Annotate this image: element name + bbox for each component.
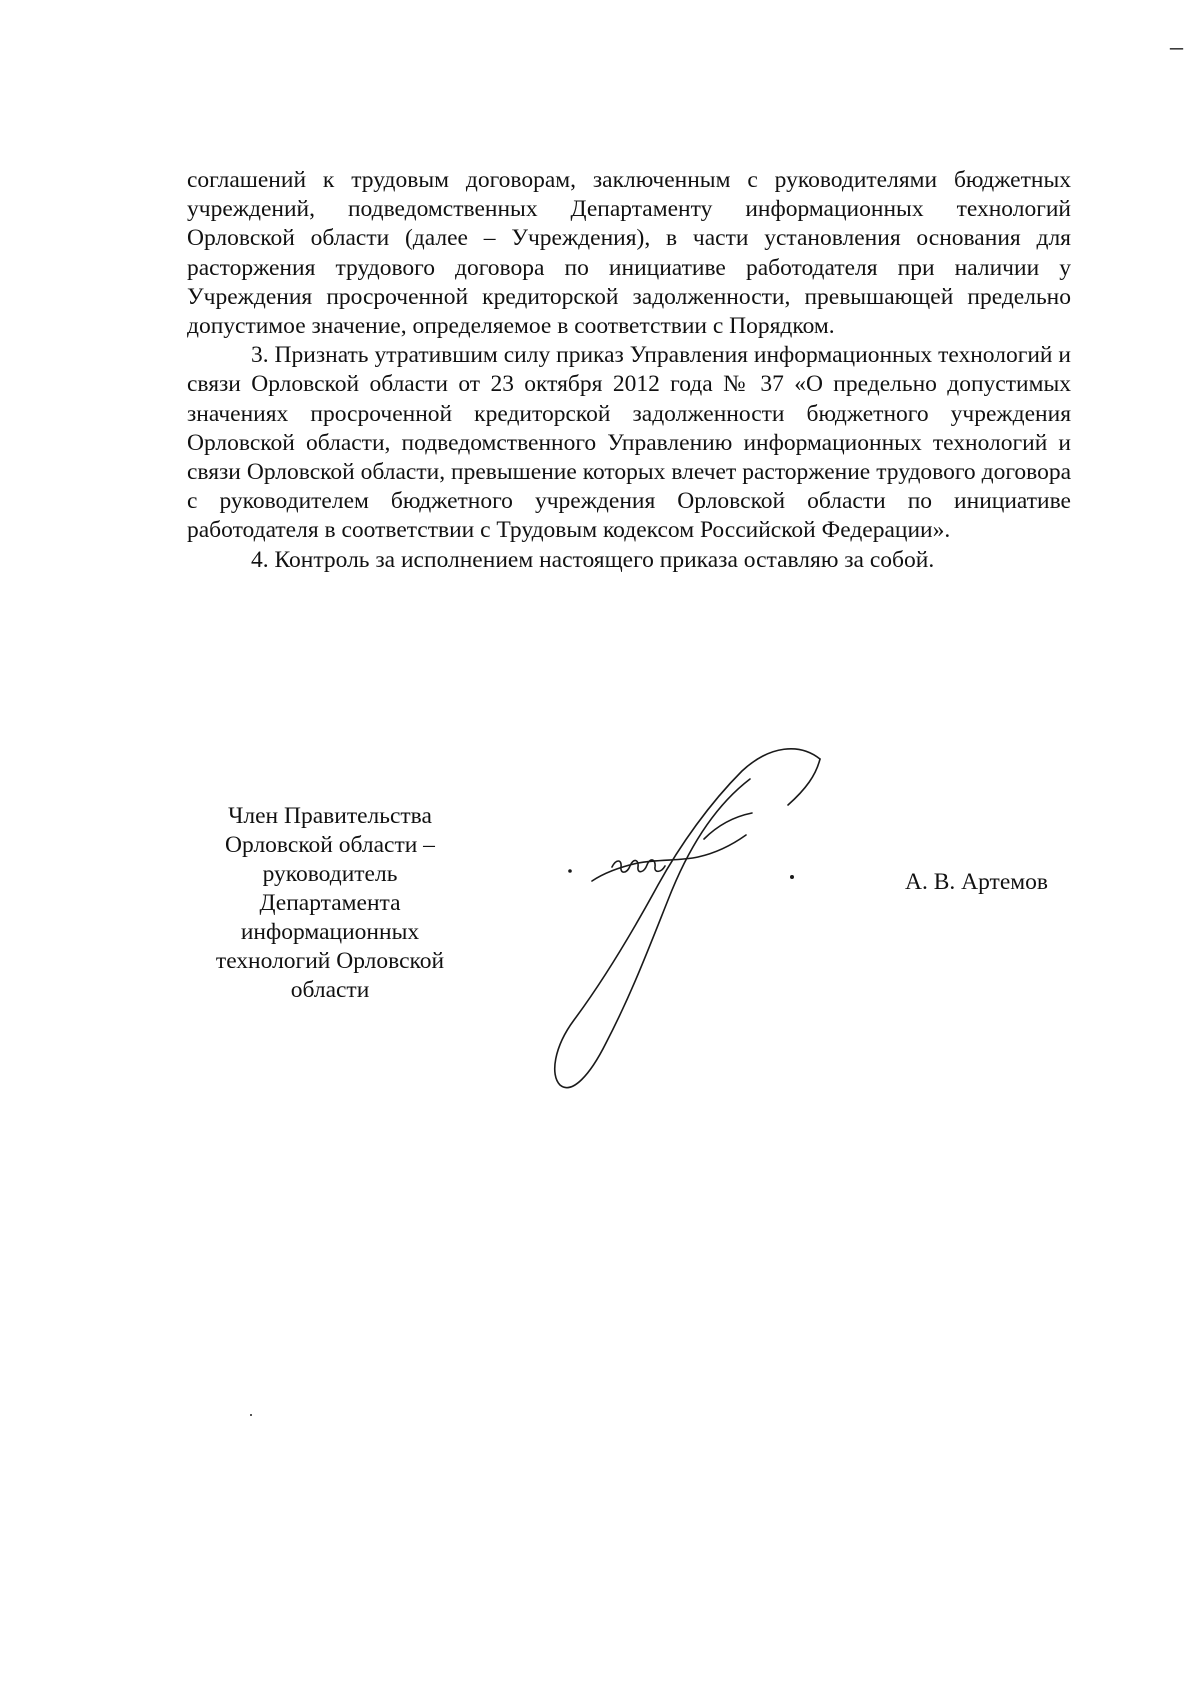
- corner-mark: –: [1170, 32, 1183, 61]
- signer-name: А. В. Артемов: [905, 869, 1048, 895]
- paragraph-continuation: соглашений к трудовым договорам, заключенным с руководителями бюджетных учреждений, подведомственных Департаменту информационных технологий Орловской области (далее – Учреждения), в части установления основания для расторжения трудового договора по инициативе работодателя при наличии у Учреждения просроченной кредиторской задолженности, превышающей предельно допустимое значение, определяемое в соответствии с Порядком.: [187, 167, 1071, 340]
- handwritten-signature-icon: [520, 735, 850, 1095]
- position-line: Орловской области –: [225, 832, 435, 858]
- paragraph-item-3: 3. Признать утратившим силу приказ Управления информационных технологий и связи Орловской области от 23 октября 2012 года № 37 «О предельно допустимых значениях просроченной кредиторской задолженности бюджетного учреждения Орловской области, подведомственного Управлению информационных технологий и связи Орловской области, превышение которых влечет расторжение трудового договора с руководителем бюджетного учреждения Орловской области по инициативе работодателя в соответствии с Трудовым кодексом Российской Федерации».: [187, 342, 1071, 544]
- position-line: Член Правительства: [228, 803, 432, 829]
- scan-speck: [250, 1414, 252, 1416]
- document-body: [187, 166, 1071, 575]
- paragraph-item-4: 4. Контроль за исполнением настоящего приказа оставляю за собой.: [251, 546, 935, 573]
- position-line: технологий Орловской: [215, 948, 445, 974]
- position-line: области: [290, 977, 370, 1003]
- position-line: Департамента: [259, 890, 401, 916]
- position-line: руководитель: [262, 861, 398, 887]
- position-line: информационных: [240, 919, 420, 945]
- signer-position: [190, 802, 470, 1005]
